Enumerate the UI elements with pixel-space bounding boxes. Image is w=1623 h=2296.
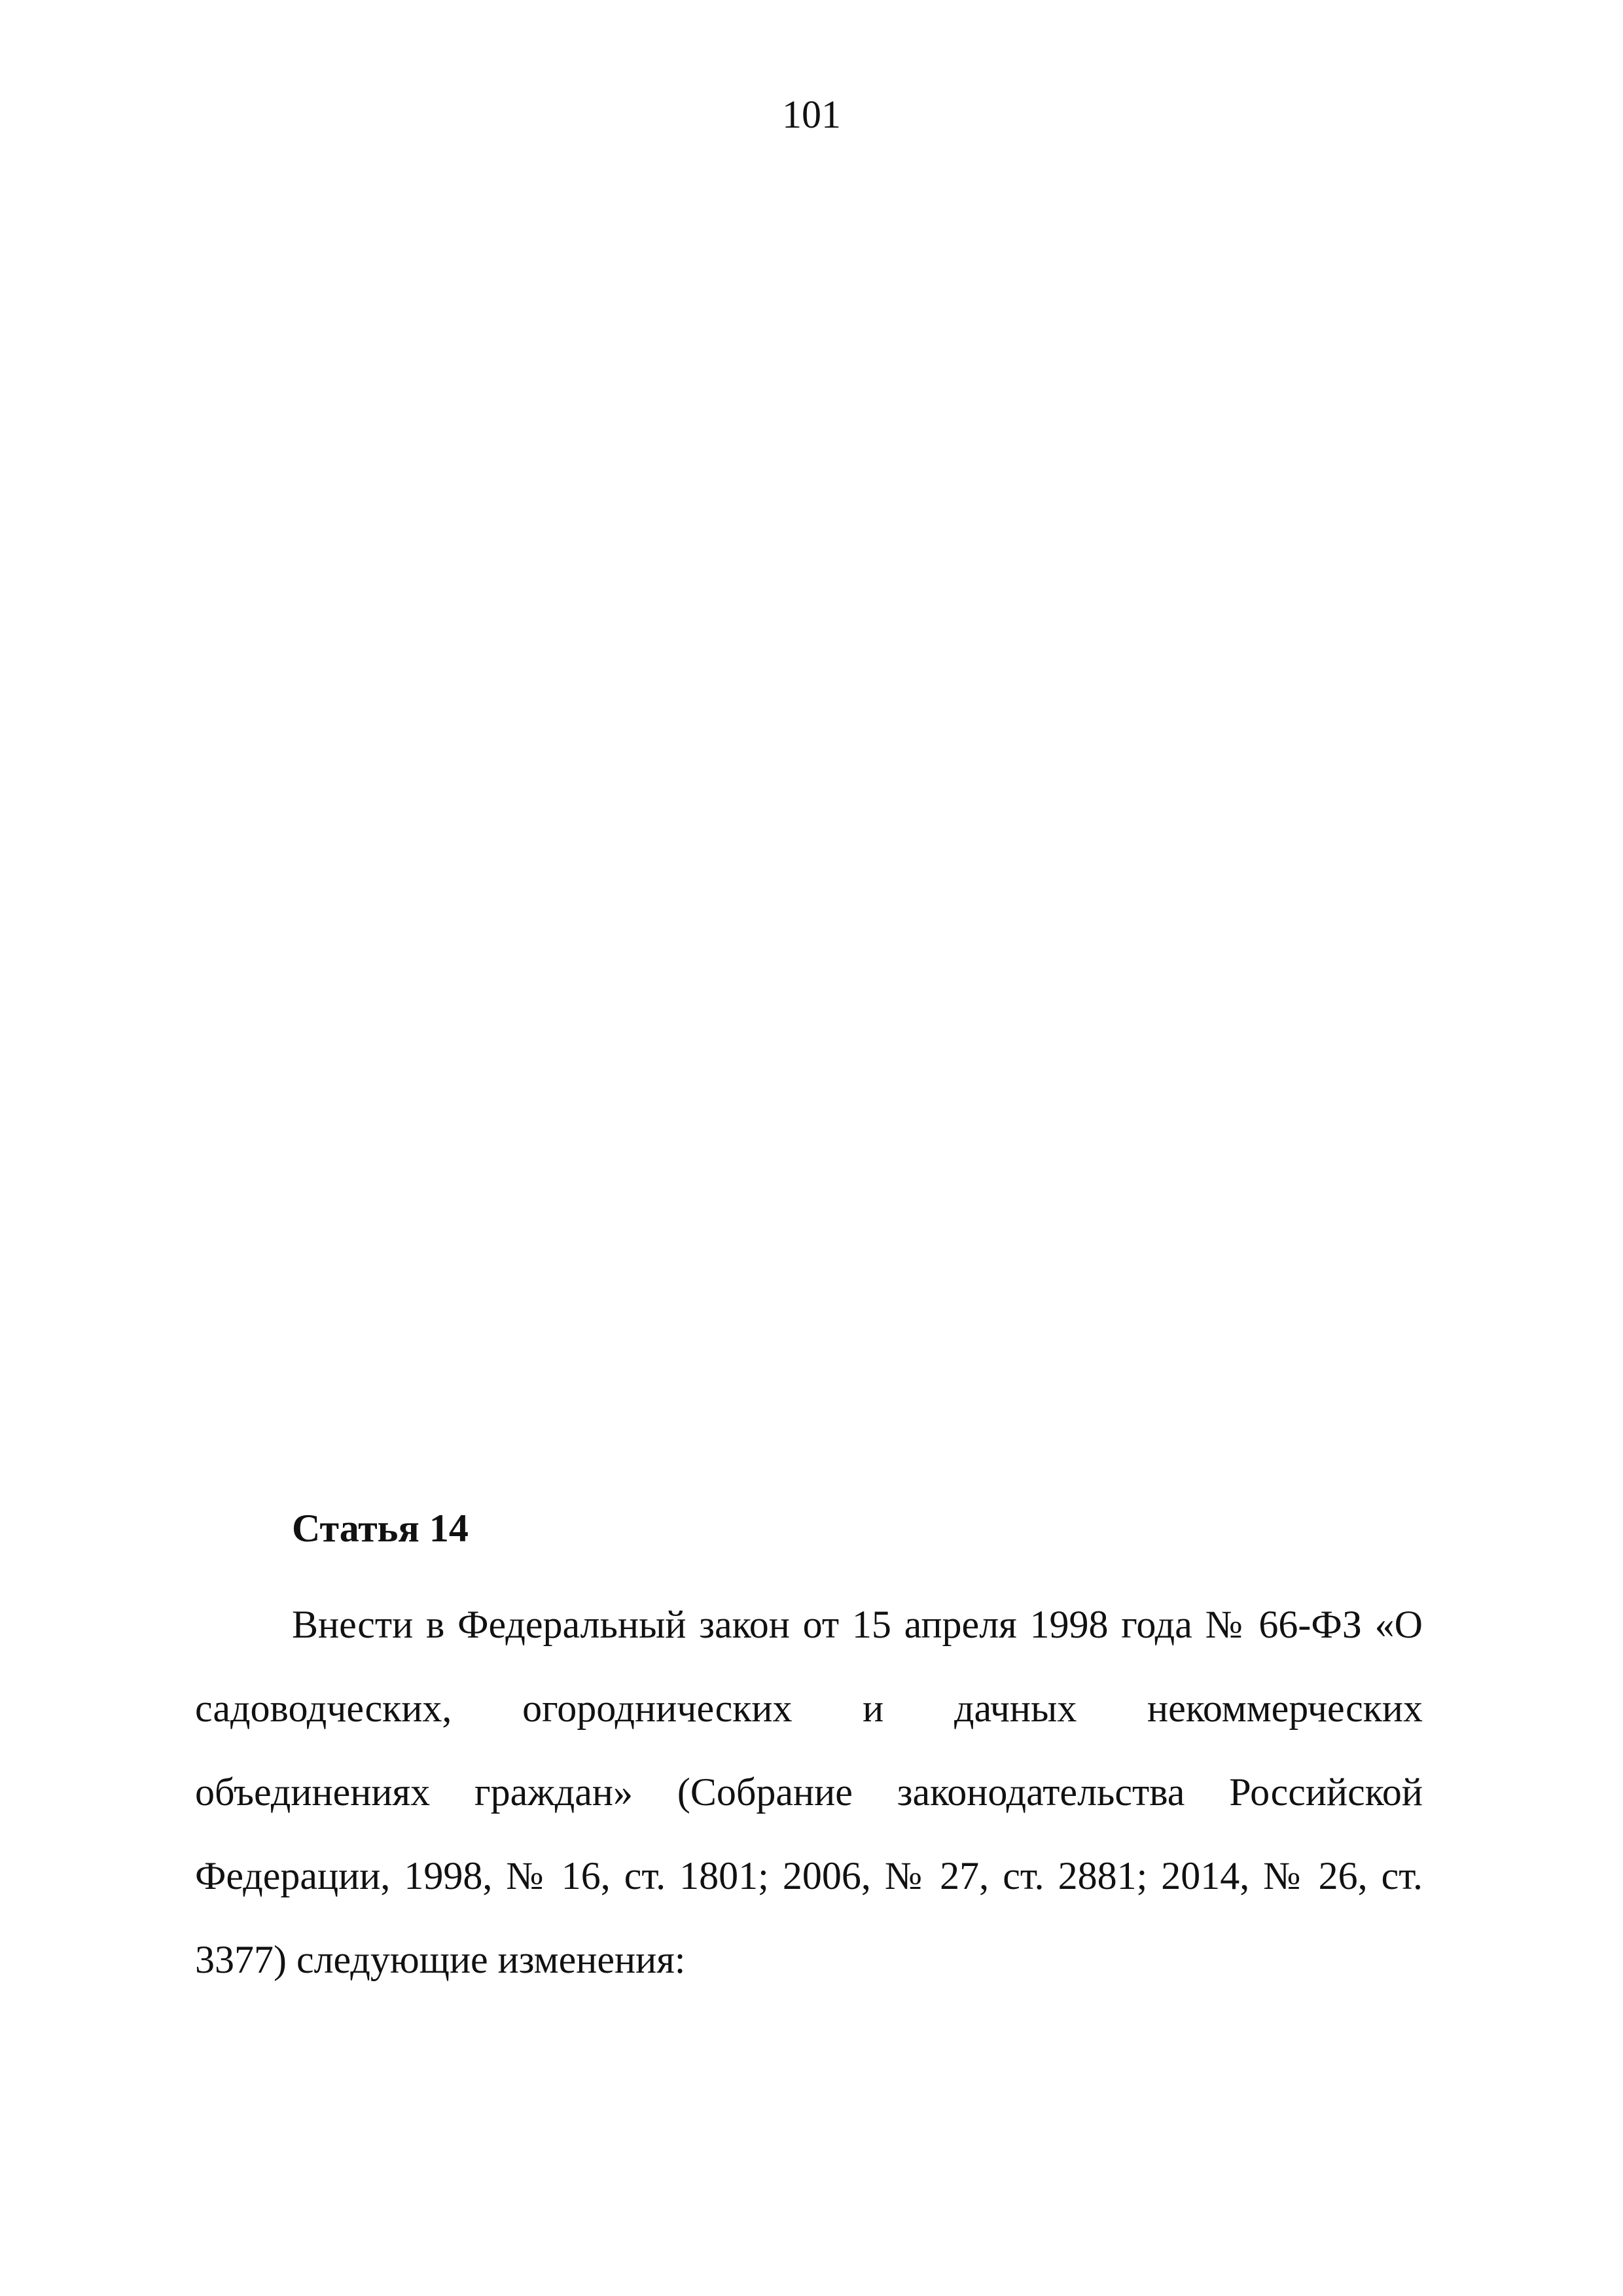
article-heading: Статья 14 <box>292 1507 469 1550</box>
article-section <box>195 1505 1423 2001</box>
page-number: 101 <box>782 93 841 136</box>
article-body-paragraph: Внести в Федеральный закон от 15 апреля 1998 года № 66-ФЗ «О садоводческих, огороднических и дачных некоммерческих объединениях граждан» (Собрание законодательства Российской Федерации, 1998, № 16, ст. 1801; 2006, № 27, ст. 2881; 2014, № 26, ст. 3377) следующие изменения: <box>195 1603 1423 1981</box>
